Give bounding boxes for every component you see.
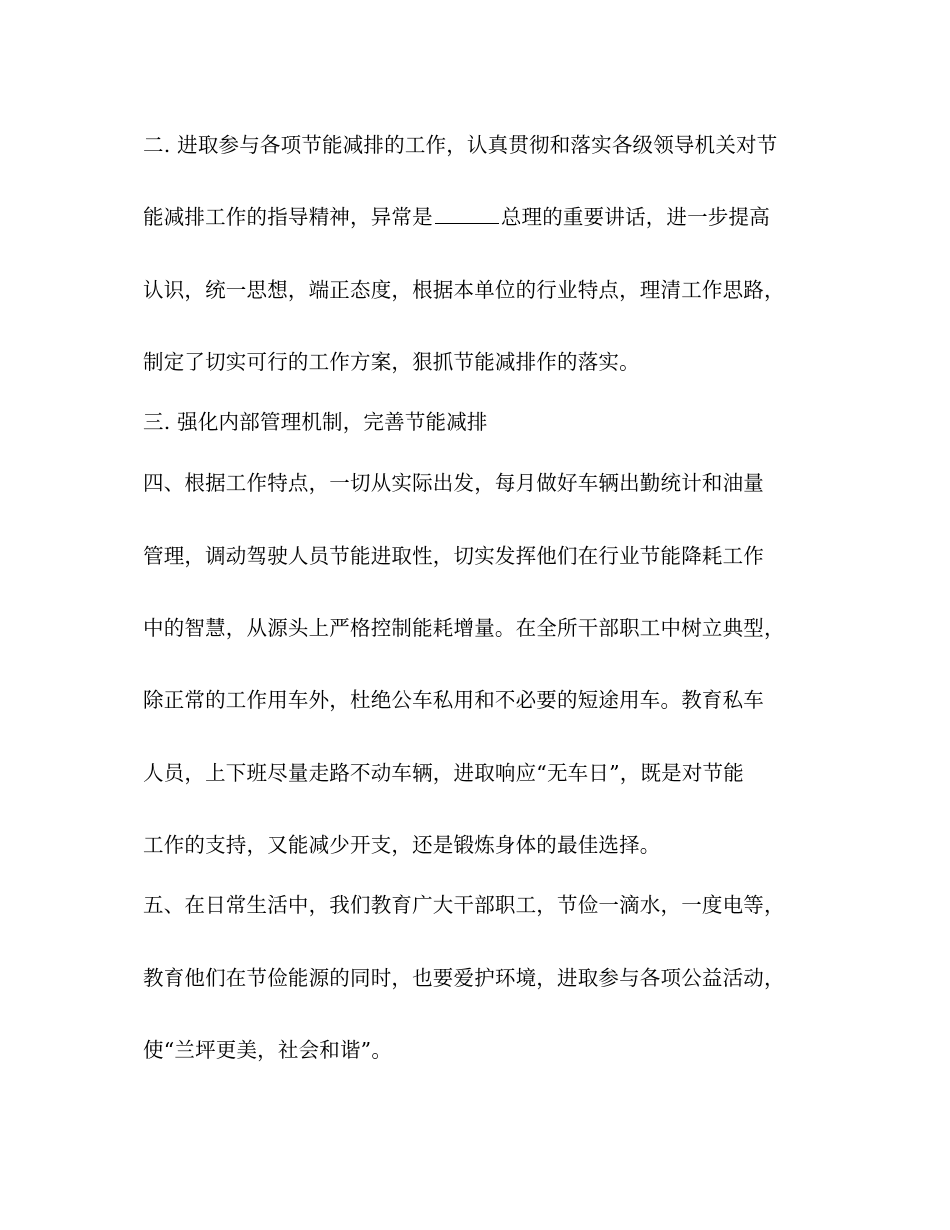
fill-in-blank (435, 205, 499, 224)
paragraph-4-line-3: 中的智慧，从源头上严格控制能耗增量。在全所干部职工中树立典型， (143, 616, 785, 640)
paragraph-3-line-1: 三. 强化内部管理机制，完善节能减排 (143, 410, 488, 434)
paragraph-4-line-5: 人员，上下班尽量走路不动车辆，进取响应“无车日”，既是对节能 (143, 761, 744, 785)
paragraph-2-line-1: 二. 进取参与各项节能减排的工作，认真贯彻和落实各级领导机关对节 (143, 133, 778, 157)
paragraph-4-line-4: 除正常的工作用车外，杜绝公车私用和不必要的短途用车。教育私车 (143, 688, 764, 712)
paragraph-4-line-1: 四、根据工作特点，一切从实际出发，每月做好车辆出勤统计和油量 (143, 471, 764, 495)
paragraph-5-line-3: 使“兰坪更美，社会和谐”。 (143, 1038, 393, 1062)
paragraph-4-line-2: 管理，调动驾驶人员节能进取性，切实发挥他们在行业节能降耗工作 (143, 544, 764, 568)
paragraph-5-line-2: 教育他们在节俭能源的同时，也要爱护环境，进取参与各项公益活动， (143, 966, 785, 990)
paragraph-5-line-1: 五、在日常生活中，我们教育广大干部职工，节俭一滴水，一度电等， (143, 893, 785, 917)
paragraph-2-line-3: 认识，统一思想，端正态度，根据本单位的行业特点，理清工作思路， (143, 278, 785, 302)
paragraph-2-line-2 (143, 203, 813, 231)
paragraph-2-line-4: 制定了切实可行的工作方案，狠抓节能减排作的落实。 (143, 350, 640, 374)
paragraph-2-line-2-after: 总理的重要讲话，进一步提高 (500, 205, 770, 229)
paragraph-2-line-2-before: 能减排工作的指导精神，异常是 (143, 205, 433, 229)
paragraph-4-line-6: 工作的支持，又能减少开支，还是锻炼身体的最佳选择。 (143, 833, 661, 857)
